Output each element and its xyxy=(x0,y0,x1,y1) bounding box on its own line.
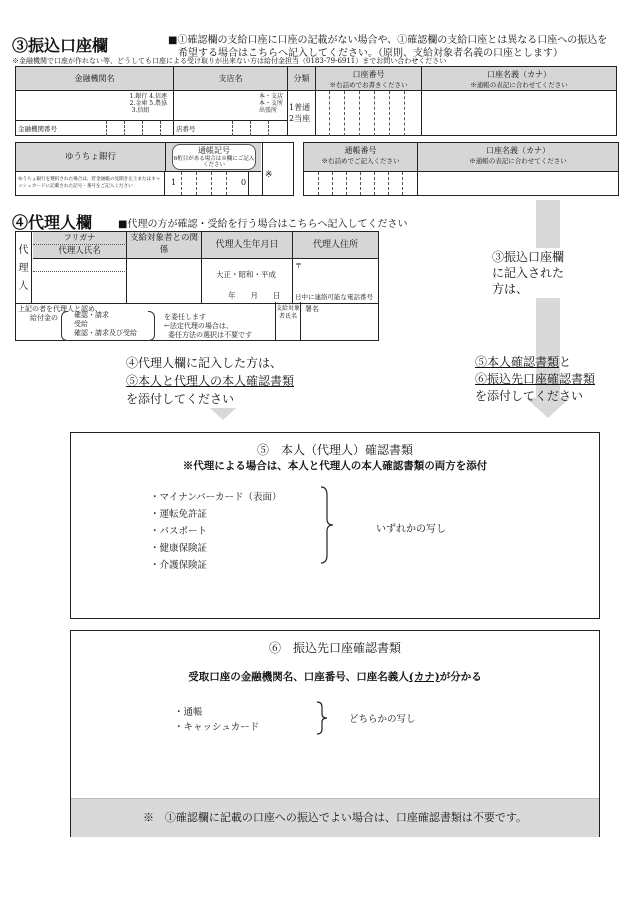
box6-footer xyxy=(71,798,599,837)
branch-cell[interactable] xyxy=(174,91,288,136)
list-item: ・通帳 xyxy=(174,707,203,718)
box5-item-list xyxy=(150,489,281,574)
yucho-symbol-cell[interactable]: 1 0 xyxy=(166,172,261,195)
bank-type-list: 1.銀行 4.信連 2.金庫 5.農協 3.信組 xyxy=(129,93,167,114)
yucho-number-cell[interactable] xyxy=(304,172,418,195)
yucho-asterisk-cell[interactable]: ※ xyxy=(262,143,294,195)
birth-header: 代理人生年月日 xyxy=(202,232,293,259)
relation-input[interactable] xyxy=(127,259,202,303)
yucho-name: ゆうちょ銀行 xyxy=(16,143,166,172)
left-guide-text: ④代理人欄に記入した方は、 ⑤本人と代理人の本人確認書類 を添付してください xyxy=(126,356,295,406)
agent-name-header: 代理人氏名 xyxy=(33,245,127,259)
list-item: ・運転免許証 xyxy=(150,509,208,520)
furigana-header: フリガナ xyxy=(33,232,127,245)
box5-subtitle: ※代理による場合は、本人と代理人の本人確認書類の両方を添付 xyxy=(182,460,488,472)
relation-header: 支給対象者との関係 xyxy=(127,232,202,259)
address-input[interactable] xyxy=(293,259,378,303)
holder-cell[interactable] xyxy=(422,91,617,136)
agent-name-input[interactable] xyxy=(33,272,127,303)
right-brace-icon xyxy=(315,700,329,736)
yucho-left-block xyxy=(15,142,294,196)
yucho-number-header: 通帳番号 ※右詰めでご記入ください xyxy=(304,143,418,172)
branch-type-list: 本・支店 本・支所 出張所 xyxy=(258,93,283,114)
box5-copy-note: いずれかの写し xyxy=(376,524,446,535)
box6-copy-note: どちらかの写し xyxy=(349,714,416,725)
box6-title: ⑥ 振込先口座確認書類 xyxy=(268,641,401,655)
yucho-right-block xyxy=(303,142,619,196)
section4-note: ■代理の方が確認・受給を行う場合はこちらへ記入してください xyxy=(118,219,408,230)
list-item: ・健康保険証 xyxy=(150,543,208,554)
right-guide-docs: ⑤本人確認書類と ⑥振込先口座確認書類 を添付してください xyxy=(475,355,596,403)
account-number-cell[interactable] xyxy=(316,91,422,136)
section3-small-note: ※金融機関で口座が作れない等、どうしても口座による受け取りが出来ない方は給付金担当（0183-79-6911）までお問い合わせください xyxy=(12,57,447,65)
birth-input[interactable]: 大正・昭和・平成 年 月 日 xyxy=(202,259,293,303)
agent-table xyxy=(15,231,379,304)
branch-code-label: 店番号 xyxy=(176,125,196,133)
phone-label: 日中に連絡可能な電話番号 xyxy=(295,293,373,301)
account-number-header: 口座番号 ※右詰めでお書きください xyxy=(316,67,422,91)
type-header: 分類 xyxy=(288,67,316,91)
bank-name-header: 金融機関名 xyxy=(16,67,174,91)
furigana-input[interactable] xyxy=(33,259,127,272)
section3-note-2: 希望する場合はこちらへ記入してください。（原則、支給対象者名義の口座とします） xyxy=(178,48,563,59)
delegate-options[interactable]: 確認・請求 受給 確認・請求及び受給 xyxy=(74,311,137,337)
branch-header: 支店名 xyxy=(174,67,288,91)
holder-header: 口座名義（カナ） ※通帳の表記に合わせてください xyxy=(422,67,617,91)
list-item: ・キャッシュカード xyxy=(174,722,260,733)
yucho-holder-header: 口座名義（カナ） ※通帳の表記に合わせてください xyxy=(418,143,618,172)
section3-note-1: ■①確認欄の支給口座に口座の記載がない場合や、①確認欄の支給口座とは異なる口座への振込を xyxy=(168,35,608,46)
bank-name-cell[interactable] xyxy=(16,91,174,136)
list-item: ・パスポート xyxy=(150,526,208,537)
id-document-box xyxy=(70,432,600,619)
box6-footer-text: ※ ①確認欄に記載の口座への振込でよい場合は、口座確認書類は不要です。 xyxy=(142,811,528,824)
yucho-holder-cell[interactable] xyxy=(418,172,618,195)
bank-code-label: 金融機関番号 xyxy=(18,125,57,133)
yucho-note: ゆうちょ銀行を選択された場合は、貯金通帳の見開き左上またはキャッシュカードに記載された記号・番号をご記入ください xyxy=(16,172,165,195)
list-item: ・マイナンバーカード（表面） xyxy=(150,492,282,503)
sign-label: 署名 xyxy=(305,305,319,313)
list-item: ・介護保険証 xyxy=(150,560,208,571)
delegation-block: 上記の者を代理人と認め、 給付金の 確認・請求 受給 確認・請求及び受給 を委任します ←法定代理の場合は、 委任方法の選択は不要です 支給対象者氏名 署名 xyxy=(15,302,379,341)
account-type-cell[interactable]: 1普通 2当座 xyxy=(288,91,316,136)
section3-title: ③振込口座欄 xyxy=(12,36,109,55)
account-document-box xyxy=(70,630,600,837)
postal-mark: 〒 xyxy=(295,262,302,270)
box5-title: ⑤ 本人（代理人）確認書類 xyxy=(256,443,413,457)
address-header: 代理人住所 xyxy=(293,232,378,259)
signer-label: 支給対象者氏名 xyxy=(275,302,301,340)
bank-table xyxy=(15,66,617,136)
box6-subtitle: 受取口座の金融機関名、口座番号、口座名義人(カナ)が分かる xyxy=(188,671,482,683)
right-brace-icon xyxy=(319,485,335,565)
agent-side-label: 代 理 人 xyxy=(16,232,32,303)
yucho-symbol-header: 通帳記号 6桁目がある場合は※欄にご記入ください xyxy=(166,143,261,172)
section4-title: ④代理人欄 xyxy=(12,213,93,232)
box6-item-list xyxy=(174,705,259,735)
right-guide-text: ③振込口座欄 に記入された 方は、 xyxy=(492,250,565,296)
